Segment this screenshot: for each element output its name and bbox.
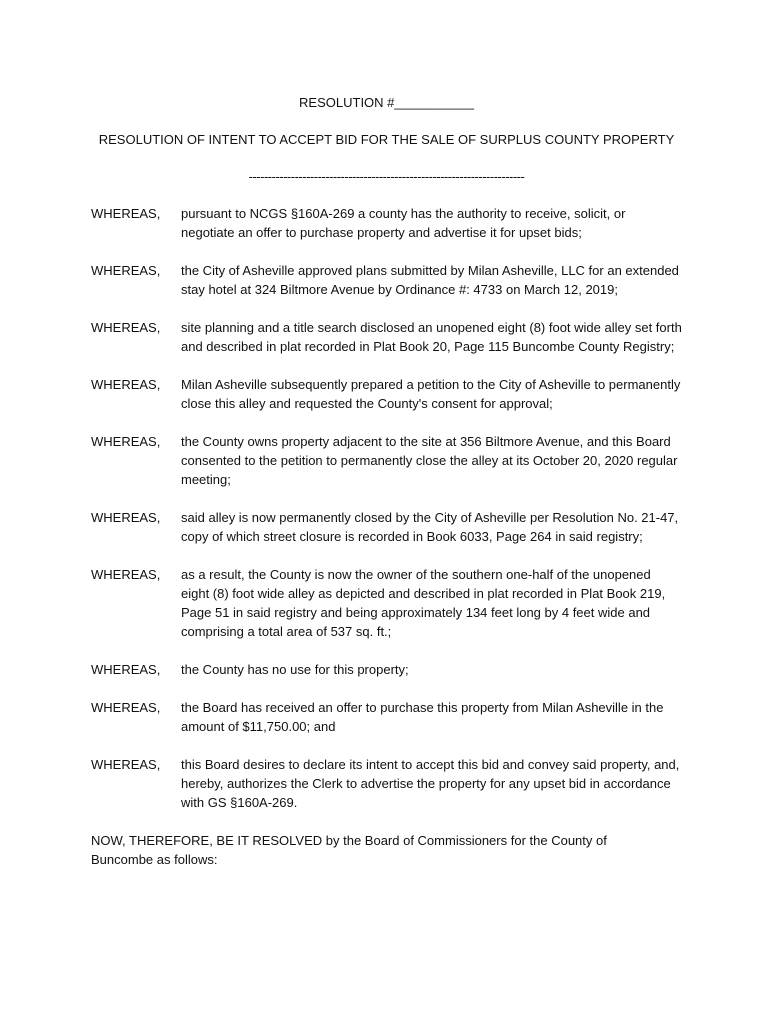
- clause-label: WHEREAS,: [91, 377, 161, 392]
- clause-label: WHEREAS,: [91, 567, 161, 582]
- resolution-subtitle: RESOLUTION OF INTENT TO ACCEPT BID FOR THE SALE OF SURPLUS COUNTY PROPERTY: [98, 132, 675, 147]
- resolution-title: RESOLUTION #___________: [299, 95, 474, 110]
- whereas-clause: [91, 698, 682, 736]
- clause-label: WHEREAS,: [91, 434, 161, 449]
- clause-label: WHEREAS,: [91, 263, 161, 278]
- whereas-clause: [91, 660, 682, 679]
- clause-label: WHEREAS,: [91, 662, 161, 677]
- whereas-clauses: [91, 204, 682, 812]
- resolved-paragraph: NOW, THEREFORE, BE IT RESOLVED by the Board of Commissioners for the County of Buncombe as follows:: [91, 833, 607, 867]
- whereas-clause: [91, 432, 682, 489]
- clause-text: Milan Asheville subsequently prepared a petition to the City of Asheville to permanently close this alley and requested the County's consent for approval;: [181, 377, 681, 411]
- clause-text: pursuant to NCGS §160A-269 a county has the authority to receive, solicit, or negotiate an offer to purchase property and advertise it for upset bids;: [181, 206, 626, 240]
- whereas-clause: [91, 261, 682, 299]
- clause-text: the County owns property adjacent to the site at 356 Biltmore Avenue, and this Board consented to the petition to permanently close the alley at its October 20, 2020 regular meeting;: [181, 434, 678, 487]
- clause-text: said alley is now permanently closed by the City of Asheville per Resolution No. 21-47, copy of which street closure is recorded in Book 6033, Page 264 in said registry;: [181, 510, 679, 544]
- whereas-clause: [91, 204, 682, 242]
- clause-text: the Board has received an offer to purchase this property from Milan Asheville in the amount of $11,750.00; and: [181, 700, 664, 734]
- whereas-clause: [91, 565, 682, 641]
- whereas-clause: [91, 755, 682, 812]
- whereas-clause: [91, 508, 682, 546]
- whereas-clause: [91, 318, 682, 356]
- clause-label: WHEREAS,: [91, 206, 161, 221]
- clause-label: WHEREAS,: [91, 757, 161, 772]
- clause-text: this Board desires to declare its intent to accept this bid and convey said property, and, hereby, authorizes the Clerk to advertise the property for any upset bid in accordance with GS §160A-269.: [181, 757, 680, 810]
- clause-text: the County has no use for this property;: [181, 662, 409, 677]
- clause-text: the City of Asheville approved plans submitted by Milan Asheville, LLC for an extended stay hotel at 324 Biltmore Avenue by Ordinance #: 4733 on March 12, 2019;: [181, 263, 679, 297]
- clause-label: WHEREAS,: [91, 700, 161, 715]
- clause-label: WHEREAS,: [91, 510, 161, 525]
- clause-label: WHEREAS,: [91, 320, 161, 335]
- whereas-clause: [91, 375, 682, 413]
- divider-line: ------------------------------------------------------------------------: [248, 169, 525, 184]
- clause-text: site planning and a title search disclosed an unopened eight (8) foot wide alley set forth and described in plat recorded in Plat Book 20, Page 115 Buncombe County Registry;: [181, 320, 682, 354]
- clause-text: as a result, the County is now the owner of the southern one-half of the unopened eight (8) foot wide alley as depicted and described in plat recorded in Plat Book 219, Page 51 in said registry and being approximately 134 feet long by 4 feet wide and comprising a total area of 537 sq. ft.;: [181, 567, 666, 639]
